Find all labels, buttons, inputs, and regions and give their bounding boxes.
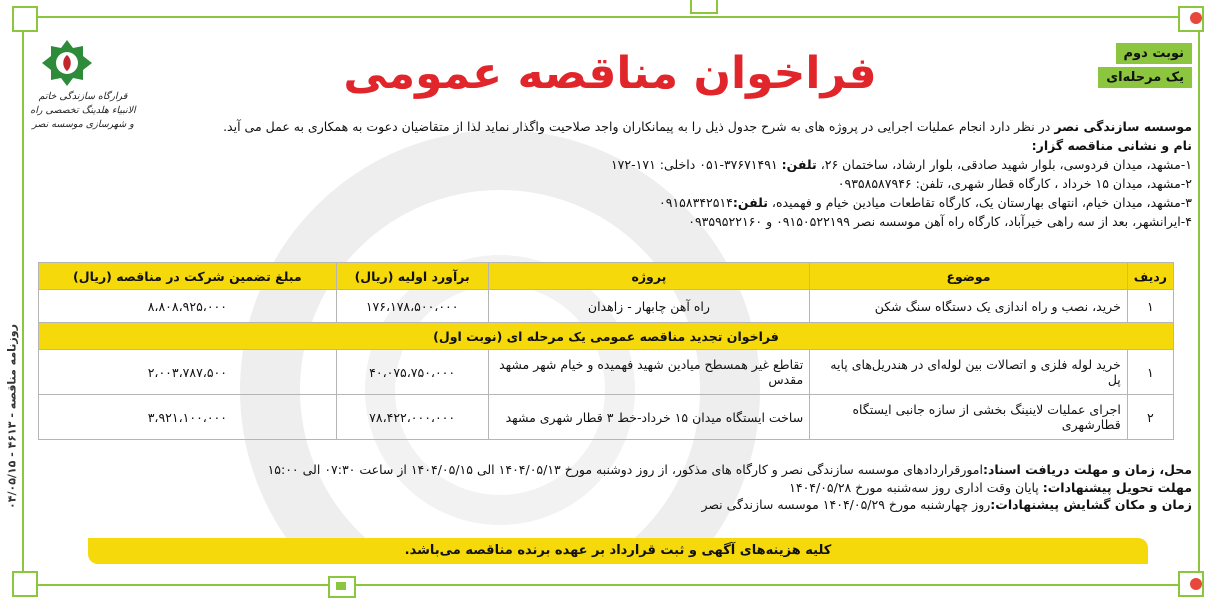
header-subject: موضوع — [810, 263, 1128, 290]
intro-block — [152, 117, 1192, 231]
table-row: ۲ اجرای عملیات لاینینگ بخشی از سازه جانبی ایستگاه قطارشهری ساخت ایستگاه میدان ۱۵ خرداد-خط ۳ قطار شهری مشهد ۷۸،۴۲۲،۰۰۰،۰۰۰ ۳،۹۲۱،۱۰۰،۰۰۰ — [39, 395, 1174, 440]
table-row: ۱ خرید لوله فلزی و اتصالات بین لوله‌ای در هندریل‌های پایه پل تقاطع غیر همسطح میادین شهید فهمیده و خیام شهر مشهد مقدس ۴۰،۰۷۵،۷۵۰،۰۰۰ ۲،۰۰۳،۷۸۷،۵۰۰ — [39, 350, 1174, 395]
address-heading: نام و نشانی مناقصه گزار: — [1031, 138, 1192, 153]
tender-table — [38, 262, 1174, 440]
header-row-no: ردیف — [1127, 263, 1173, 290]
intro-line: موسسه سازندگی نصر در نظر دارد انجام عملیات اجرایی در پروژه های به شرح جدول ذیل را به پیمانکاران واجد صلاحیت واگذار نماید لذا از متقاضیان دعوت به همکاری به عمل می آید. — [223, 119, 1192, 134]
bottom-tab — [328, 576, 356, 598]
section-band: فراخوان تجدید مناقصه عمومی یک مرحله ای (نوبت اول) — [39, 323, 1174, 350]
round-label: نوبت دوم — [1116, 43, 1192, 64]
stage-label: یک مرحله‌ای — [1098, 67, 1192, 88]
deadline-line: مهلت تحویل پیشنهادات: پایان وقت اداری روز سه‌شنبه مورخ ۱۴۰۴/۰۵/۲۸ — [789, 479, 1192, 495]
address-3: ۳-مشهد، میدان خیام، انتهای بهارستان یک، کارگاه تقاطعات میادین خیام و فهمیده، تلفن:۰۹۱۵۸۳۴۲۵۱۴ — [659, 195, 1192, 210]
table-header-row — [39, 263, 1174, 290]
address-4: ۴-ایرانشهر، بعد از سه راهی خیرآباد، کارگاه راه آهن موسسه نصر ۰۹۱۵۰۵۲۲۱۹۹ و ۰۹۳۵۹۵۲۲۱۶۰ — [688, 214, 1192, 229]
docs-line: محل، زمان و مهلت دریافت اسناد:امورقراردادهای موسسه سازندگی نصر و کارگاه های مذکور، از روز دوشنبه مورخ ۱۴۰۴/۰۵/۱۳ الی ۱۴۰۴/۰۵/۱۵ از ساعت ۰۷:۳۰ الی ۱۵:۰۰ — [267, 462, 1192, 477]
address-2: ۲-مشهد، میدان ۱۵ خرداد ، کارگاه قطار شهری، تلفن: ۰۹۳۵۸۵۸۷۹۴۶ — [837, 176, 1192, 191]
header-estimate: برآورد اولیه (ریال) — [336, 263, 488, 290]
address-1: ۱-مشهد، میدان فردوسی، بلوار شهید صادقی، بلوار ارشاد، ساختمان ۲۶، تلفن: ۳۷۶۷۱۴۹۱-۰۵۱ داخلی: ۱۷۱-۱۷۲ — [610, 157, 1192, 172]
header-project: پروژه — [488, 263, 810, 290]
org-name: موسسه سازندگی نصر — [1054, 119, 1192, 134]
organization-seal-text: قرارگاه سازندگی خاتم الانبیاء هلدینگ تخصصی راه و شهرسازی موسسه نصر — [30, 91, 136, 130]
top-tab — [690, 0, 718, 14]
emblem-icon — [40, 38, 94, 88]
red-dot — [1190, 12, 1202, 24]
header-deposit: مبلغ تضمین شرکت در مناقصه (ریال) — [39, 263, 337, 290]
table-row: ۱ خرید، نصب و راه اندازی یک دستگاه سنگ شکن راه آهن چابهار - زاهدان ۱۷۶،۱۷۸،۵۰۰،۰۰۰ ۸،۸۰۸،۹۲۵،۰۰۰ — [39, 290, 1174, 323]
schedule-block — [132, 461, 1192, 514]
page-title: فراخوان مناقصه عمومی — [343, 48, 877, 99]
opening-line: زمان و مکان گشایش پیشنهادات:روز چهارشنبه مورخ ۱۴۰۴/۰۵/۲۹ موسسه سازندگی نصر — [701, 497, 1192, 512]
corner-ornament — [12, 6, 38, 32]
footer-notice: کلیه هزینه‌های آگهی و ثبت قرارداد بر عهده برنده مناقصه می‌باشد. — [88, 538, 1148, 564]
round-badge — [1098, 42, 1192, 91]
red-dot — [1190, 578, 1202, 590]
newspaper-side-label: روزنامه مناقصه - ۴۶۱۳ - ۰۴/۰۵/۱۵ — [5, 324, 19, 509]
